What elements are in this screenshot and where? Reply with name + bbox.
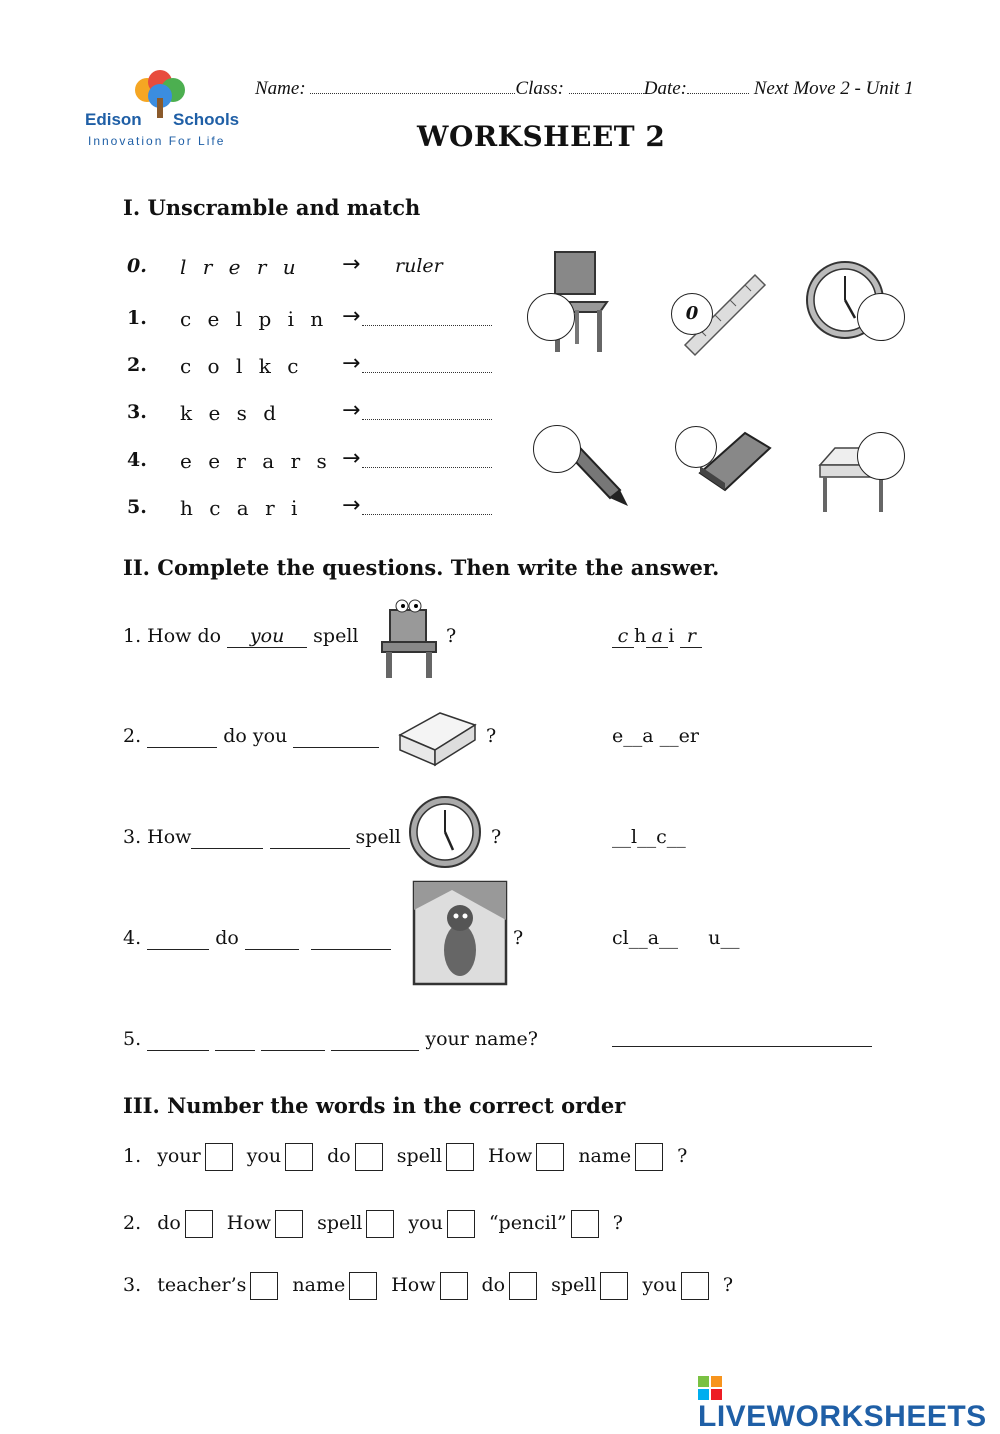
q1-ans-letter[interactable]: r: [680, 625, 702, 648]
scrambled-word: e e r a r s: [180, 449, 332, 473]
question-1: [123, 625, 358, 648]
word-label: you: [408, 1212, 443, 1234]
q1-ans-letter[interactable]: c: [612, 625, 634, 648]
answer-field[interactable]: [362, 498, 492, 515]
q1-blank[interactable]: you: [227, 625, 307, 648]
course-label: Next Move 2 - Unit 1: [753, 78, 914, 99]
eraser-sketch-picture: [395, 705, 480, 770]
class-label: Class:: [515, 78, 564, 99]
liveworksheets-icon: [698, 1376, 722, 1400]
row-number: 5.: [127, 496, 147, 518]
word-label: teacher’s: [157, 1274, 247, 1296]
order-box[interactable]: [600, 1272, 628, 1300]
order-box[interactable]: [366, 1210, 394, 1238]
date-label: Date:: [643, 78, 687, 99]
order-box[interactable]: [185, 1210, 213, 1238]
scrambled-word: c o l k c: [180, 354, 304, 378]
q3-suffix: spell: [355, 826, 401, 848]
q1-ans-letter: h: [634, 625, 647, 647]
q2-question-mark: ?: [486, 725, 497, 747]
word-label: you: [642, 1274, 677, 1296]
word-order-row: [123, 1272, 733, 1300]
q4-blank-2[interactable]: [245, 927, 299, 950]
word-label: spell: [396, 1145, 443, 1167]
word-label: spell: [317, 1212, 363, 1234]
date-field[interactable]: [687, 79, 749, 94]
match-circle-clock[interactable]: [857, 293, 905, 341]
liveworksheets-logo: [698, 1376, 1000, 1434]
name-label: Name:: [255, 78, 306, 99]
q3-answer[interactable]: __l__c__: [612, 826, 686, 848]
arrow-icon: →: [342, 304, 361, 329]
row-number: 0.: [127, 255, 147, 277]
answer-field[interactable]: [362, 403, 492, 420]
scrambled-word: c e l p i n: [180, 307, 329, 331]
word-order-row: [123, 1143, 687, 1171]
q5-blank-3[interactable]: [261, 1028, 325, 1051]
arrow-icon: →: [342, 398, 361, 423]
q5-suffix: your name?: [425, 1028, 538, 1050]
question-4: [123, 927, 391, 950]
section2-heading: II. Complete the questions. Then write the answer.: [123, 555, 720, 580]
school-logo: [85, 70, 245, 155]
q4-blank-1[interactable]: [147, 927, 209, 950]
q5-prefix: 5.: [123, 1028, 142, 1050]
answer-field[interactable]: [362, 451, 492, 468]
word-label: do: [481, 1274, 506, 1296]
q4-blank-3[interactable]: [311, 927, 391, 950]
order-box[interactable]: [440, 1272, 468, 1300]
name-field[interactable]: [310, 79, 515, 94]
order-box[interactable]: [205, 1143, 233, 1171]
q5-blank-4[interactable]: [331, 1028, 419, 1051]
order-box[interactable]: [681, 1272, 709, 1300]
q5-blank-1[interactable]: [147, 1028, 209, 1051]
match-circle-pencil[interactable]: [533, 425, 581, 473]
arrow-icon: →: [342, 493, 361, 518]
question-5: [123, 1028, 538, 1051]
q3-blank-1[interactable]: [191, 826, 263, 849]
match-circle-chair[interactable]: [527, 293, 575, 341]
word-label: How: [226, 1212, 272, 1234]
q1-answer: [612, 625, 702, 648]
word-label: “pencil”: [488, 1212, 567, 1234]
section3-heading: III. Number the words in the correct order: [123, 1093, 626, 1118]
footer-brand: LIVEWORKSHEETS: [698, 1400, 987, 1433]
row-number: 1.: [123, 1145, 142, 1167]
q1-question-mark: ?: [446, 625, 457, 647]
answer-field[interactable]: [362, 356, 492, 373]
match-circle-ruler[interactable]: 0: [671, 293, 713, 335]
question-mark: ?: [722, 1274, 734, 1296]
arrow-icon: →: [342, 446, 361, 471]
word-label: do: [327, 1145, 351, 1167]
scrambled-word: l r e r u: [180, 255, 301, 279]
question-2: [123, 725, 379, 748]
header-info: [255, 78, 955, 100]
q4-prefix: 4.: [123, 927, 142, 949]
order-box[interactable]: [349, 1272, 377, 1300]
row-number: 3.: [123, 1274, 142, 1296]
row-number: 4.: [127, 449, 147, 471]
word-label: How: [488, 1145, 533, 1167]
q3-question-mark: ?: [491, 826, 502, 848]
q1-ans-letter: i: [668, 625, 675, 647]
q4-mid: do: [215, 927, 239, 949]
match-circle-desk[interactable]: [857, 432, 905, 480]
order-box[interactable]: [250, 1272, 278, 1300]
order-box[interactable]: [536, 1143, 564, 1171]
order-box[interactable]: [447, 1210, 475, 1238]
word-label: spell: [551, 1274, 597, 1296]
q1-ans-letter[interactable]: a: [646, 625, 668, 648]
q2-blank-1[interactable]: [147, 725, 217, 748]
row-number: 2.: [123, 1212, 142, 1234]
word-label: your: [157, 1145, 201, 1167]
logo-word-edison: Edison: [85, 110, 142, 129]
q2-prefix: 2.: [123, 725, 142, 747]
q3-prefix: 3. How: [123, 826, 192, 848]
order-box[interactable]: [635, 1143, 663, 1171]
wall-clock-picture: [405, 795, 485, 870]
order-box[interactable]: [509, 1272, 537, 1300]
q2-mid: do you: [223, 725, 288, 747]
section1-heading: I. Unscramble and match: [123, 195, 421, 220]
word-label: How: [391, 1274, 436, 1296]
answer-field[interactable]: [362, 309, 492, 326]
arrow-icon: →: [342, 252, 361, 277]
q5-blank-2[interactable]: [215, 1028, 255, 1051]
answer-example: ruler: [395, 255, 443, 277]
page-title: WORKSHEET 2: [417, 120, 666, 153]
order-box[interactable]: [446, 1143, 474, 1171]
order-box[interactable]: [275, 1210, 303, 1238]
row-number: 1.: [127, 307, 147, 329]
class-field[interactable]: [569, 79, 644, 94]
q5-answer-line[interactable]: [612, 1046, 872, 1047]
word-label: name: [292, 1274, 346, 1296]
question-3: [123, 826, 401, 849]
arrow-icon: →: [342, 351, 361, 376]
q4-question-mark: ?: [513, 927, 524, 949]
q3-blank-2[interactable]: [270, 826, 350, 849]
question-mark: ?: [612, 1212, 623, 1234]
word-label: do: [157, 1212, 181, 1234]
word-label: name: [578, 1145, 632, 1167]
question-mark: ?: [677, 1145, 688, 1167]
q4-answer[interactable]: cl__a__ u__: [612, 927, 740, 949]
scrambled-word: h c a r i: [180, 496, 303, 520]
order-box[interactable]: [571, 1210, 599, 1238]
scrambled-word: k e s d: [180, 401, 282, 425]
logo-tagline: Innovation For Life: [88, 134, 226, 148]
order-box[interactable]: [285, 1143, 313, 1171]
row-number: 3.: [127, 401, 147, 423]
q2-answer[interactable]: e__a __er: [612, 725, 699, 747]
word-order-row: [123, 1210, 623, 1238]
q1-suffix: spell: [307, 625, 359, 647]
logo-word-schools: Schools: [173, 110, 240, 129]
classroom-cartoon-picture: [412, 880, 508, 986]
chair-cartoon-picture: [378, 598, 440, 680]
row-number: 2.: [127, 354, 147, 376]
q1-prefix: 1. How do: [123, 625, 228, 647]
q2-blank-2[interactable]: [293, 725, 379, 748]
match-circle-eraser[interactable]: [675, 426, 717, 468]
order-box[interactable]: [355, 1143, 383, 1171]
word-label: you: [246, 1145, 282, 1167]
